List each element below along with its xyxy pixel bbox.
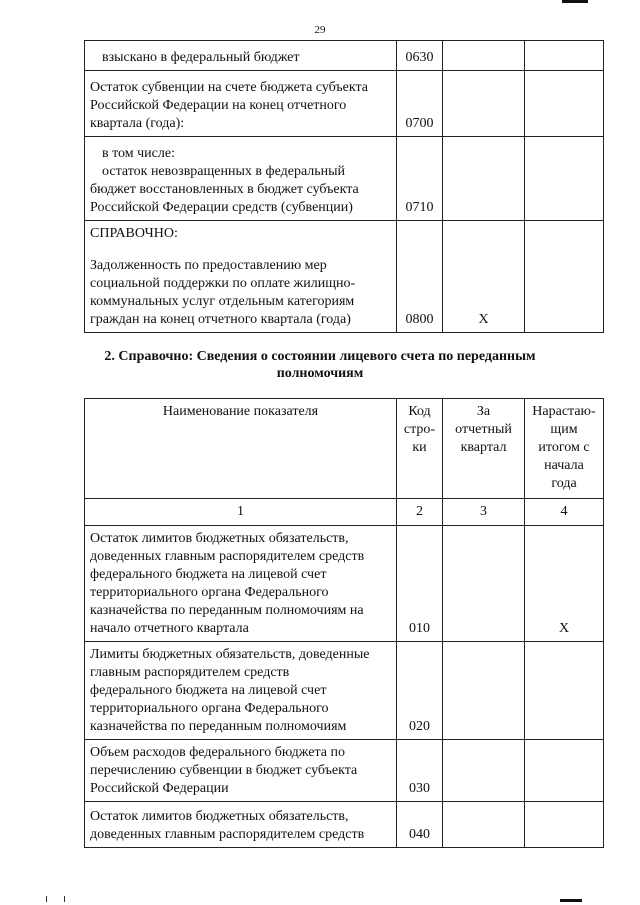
indicator-name [85,802,397,848]
indicator-text-line: квартала (года): [90,116,185,131]
reporting-quarter-value [443,642,525,740]
reporting-quarter-value [443,740,525,802]
year-to-date-value [525,41,604,71]
indicator-text-line: федерального бюджета на лицевой счет [90,567,327,582]
table-row [85,802,604,848]
indicator-text-line: Остаток субвенции на счете бюджета субъекта [90,80,368,95]
indicator-text-line: Российской Федерации средств (субвенции) [90,200,353,215]
year-to-date-value [525,71,604,137]
column-number-2: 2 [397,499,443,526]
indicator-text-line: социальной поддержки по оплате жилищно- [90,276,356,291]
indicator-name [85,740,397,802]
header-text-line: отчетный [455,422,512,437]
row-code: 040 [397,802,443,848]
header-text-line: Нарастаю- [532,404,596,419]
table-part1 [84,40,604,333]
indicator-name [85,41,397,71]
scan-tick-mark [46,896,47,902]
indicator-text-line: Остаток лимитов бюджетных обязательств, [90,809,349,824]
indicator-text-line: бюджет восстановленных в бюджет субъекта [90,182,359,197]
corner-mark-bottom-right [560,899,582,902]
section-2-title-line1: 2. Справочно: Сведения о состоянии лицевого счета по переданным [104,349,536,364]
table-account-status [84,398,604,848]
indicator-text-line: Российской Федерации на конец отчетного [90,98,347,113]
column-numbers-row [85,499,604,526]
reference-indicator-name [85,221,397,333]
indicator-text-line: коммунальных услуг отдельным категориям [90,294,355,309]
year-to-date-value [525,802,604,848]
table-row [85,740,604,802]
header-text-line: ки [412,440,427,455]
indicator-text-line: Задолженность по предоставлению мер [90,258,327,273]
header-text-line: Код [408,404,431,419]
table-header-row [85,399,604,499]
header-row-code [397,399,443,499]
indicator-text-line: в том числе: [102,146,175,161]
column-number-3: 3 [443,499,525,526]
indicator-text-line: Объем расходов федерального бюджета по [90,745,345,760]
header-indicator-name: Наименование показателя [85,399,397,499]
indicator-text-line: начало отчетного квартала [90,621,249,636]
indicator-text-line: федерального бюджета на лицевой счет [90,683,327,698]
reporting-quarter-value [443,137,525,221]
row-code: 010 [397,526,443,642]
indicator-text-line: главным распорядителем средств [90,665,290,680]
header-text-line: квартал [460,440,507,455]
reporting-quarter-value [443,526,525,642]
section-2-title [0,348,640,382]
page-number: 29 [314,24,326,36]
year-to-date-value [525,740,604,802]
row-code: 030 [397,740,443,802]
row-code: 0710 [397,137,443,221]
table-part1-body [85,41,604,333]
year-to-date-value [525,137,604,221]
table-account-status-body [85,399,604,848]
indicator-text-line: Лимиты бюджетных обязательств, доведенные [90,647,370,662]
year-to-date-value [525,221,604,333]
header-text-line: года [551,476,577,491]
reporting-quarter-value [443,41,525,71]
header-text-line: итогом с [538,440,590,455]
row-code: 020 [397,642,443,740]
row-code: 0800 [397,221,443,333]
header-reporting-quarter [443,399,525,499]
indicator-text-line: доведенных главным распорядителем средств [90,549,365,564]
indicator-text-line: перечислению субвенции в бюджет субъекта [90,763,358,778]
table-row [85,137,604,221]
indicator-text-line: территориального органа Федерального [90,585,329,600]
row-code: 0630 [397,41,443,71]
indicator-name [85,642,397,740]
indicator-text-line: остаток невозвращенных в федеральный [102,164,346,179]
table-row [85,41,604,71]
year-to-date-value: X [525,526,604,642]
indicator-text-line: Остаток лимитов бюджетных обязательств, [90,531,349,546]
indicator-name [85,137,397,221]
year-to-date-value [525,642,604,740]
header-text-line: стро- [403,422,436,437]
header-text-line: За [476,404,491,419]
scan-tick-mark [64,896,65,902]
indicator-text-line: взыскано в федеральный бюджет [102,50,300,65]
reference-row [85,221,604,333]
indicator-text-line: территориального органа Федерального [90,701,329,716]
reporting-quarter-value [443,71,525,137]
corner-mark-top-right [562,0,588,3]
indicator-text-line: доведенных главным распорядителем средств [90,827,365,842]
table-row [85,526,604,642]
header-year-to-date [525,399,604,499]
indicator-name [85,526,397,642]
table-row [85,642,604,740]
row-code: 0700 [397,71,443,137]
indicator-text-line: казначейства по переданным полномочиям [90,719,347,734]
indicator-text-line: казначейства по переданным полномочиям на [90,603,364,618]
reference-heading: СПРАВОЧНО: [90,226,178,241]
header-text-line: щим [550,422,578,437]
indicator-name [85,71,397,137]
column-number-4: 4 [525,499,604,526]
indicator-text-line: граждан на конец отчетного квартала (года) [90,312,351,327]
reporting-quarter-value: X [443,221,525,333]
table-row [85,71,604,137]
section-2-title-line2: полномочиям [276,366,364,381]
reporting-quarter-value [443,802,525,848]
indicator-text-line: Российской Федерации [90,781,229,796]
column-number-1: 1 [85,499,397,526]
header-text-line: начала [544,458,584,473]
